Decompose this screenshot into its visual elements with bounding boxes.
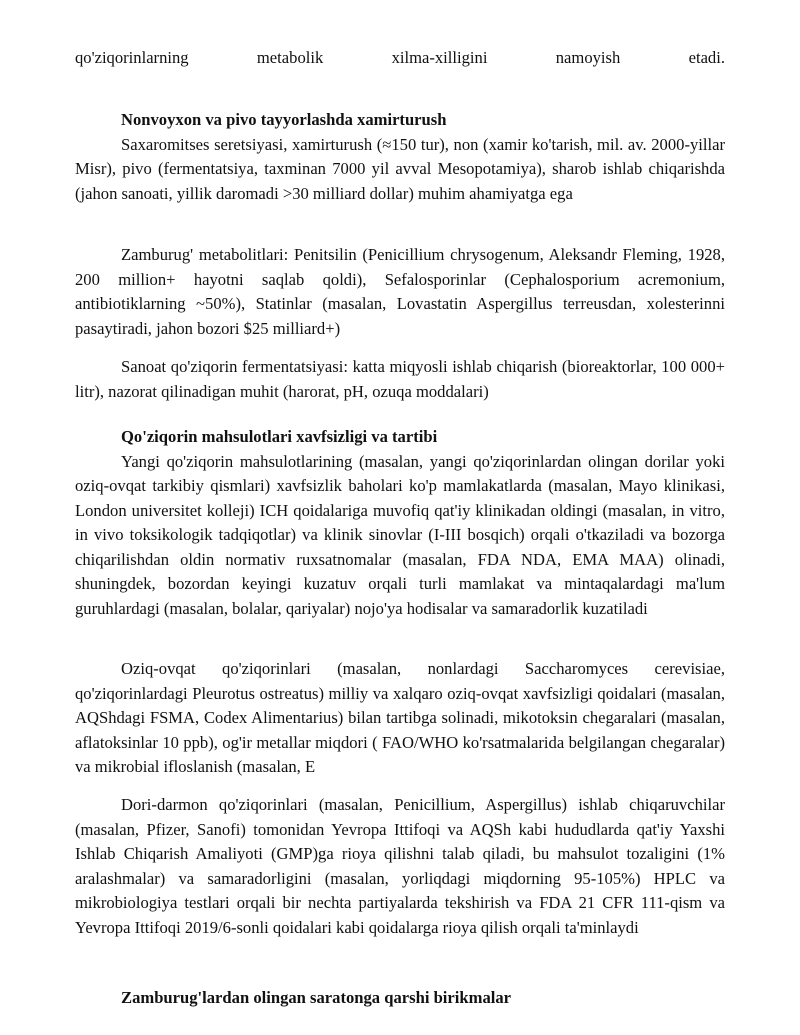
section-safety (75, 425, 725, 621)
section-heading: Zamburug'lardan olingan saratonga qarshi birikmalar (121, 988, 512, 1007)
section-heading: Nonvoyxon va pivo tayyorlashda xamirturush (121, 110, 447, 129)
paragraph: Zamburug' metabolitlari: Penitsilin (Penicillium chrysogenum, Aleksandr Fleming, 1928, 200 million+ hayotni saqlab qoldi), Sefalosporinlar (Cephalosporium acremonium, antibiotiklarning ~50%), Statinlar (masalan, Lovastatin Aspergillus terreusdan, xolesterinni pasaytiradi, jahon bozori $25 milliard+) (75, 245, 725, 338)
paragraph: Sanoat qo'ziqorin fermentatsiyasi: katta miqyosli ishlab chiqarish (bioreaktorlar, 100 000+ litr), nazorat qilinadigan muhit (harorat, pH, ozuqa moddalari) (75, 357, 725, 401)
paragraph-block (75, 793, 725, 940)
paragraph: Dori-darmon qo'ziqorinlari (masalan, Penicillium, Aspergillus) ishlab chiqaruvchilar (masalan, Pfizer, Sanofi) tomonidan Yevropa Ittifoqi va AQSh kabi hududlarda qat'iy Yaxshi Ishlab Chiqarish Amaliyoti (GMP)ga rioya qilishni talab qiladi, bu mahsulot tozaligini (1% aralashmalar) va samaradorligini (masalan, yorliqdagi miqdorning 95-105%) HPLC va mikrobiologiya testlari orqali bir nechta partiyalarda tekshirish va FDA 21 CFR 111-qism va Yevropa Ittifoqi 2019/6-sonli qoidalari kabi qoidalarga rioya qilish orqali ta'minlaydi (75, 795, 725, 937)
paragraph: Yangi qo'ziqorin mahsulotlarining (masalan, yangi qo'ziqorinlardan olingan dorilar yoki oziq-ovqat tarkibiy qismlari) xavfsizlik baholari ko'p mamlakatlarda (masalan, Mayo klinikasi, London universitet kolleji) ICH qoidalariga muvofiq qat'iy klinikadan oldingi (masalan, in vitro, in vivo toksikologik tadqiqotlar) va klinik sinovlar (I-III bosqich) orqali o'tkaziladi va bozorga chiqarilishdan oldin normativ ruxsatnomalar (masalan, FDA NDA, EMA MAA) olinadi, shuningdek, bozordan keyingi kuzatuv orqali turli mamlakat va mintaqalardagi ma'lum guruhlardagi (masalan, bolalar, qariyalar) nojo'ya hodisalar va samaradorlik kuzatiladi (75, 451, 725, 618)
paragraph: Oziq-ovqat qo'ziqorinlari (masalan, nonlardagi Saccharomyces cerevisiae, qo'ziqorinlardagi Pleurotus ostreatus) milliy va xalqaro oziq-ovqat xavfsizligi qoidalari (masalan, AQShdagi FSMA, Codex Alimentarius) bilan tartibga solinadi, mikotoksin chegaralari (masalan, aflatoksinlar 10 ppb), og'ir metallar miqdori ( FAO/WHO ko'rsatmalarida belgilangan chegaralar) va mikrobial ifloslanish (masalan, E (75, 659, 725, 776)
paragraph: Saxaromitses seretsiyasi, xamirturush (≈150 tur), non (xamir ko'tarish, mil. av. 2000-yillar Misr), pivo (fermentatsiya, taxminan 7000 yil avval Mesopotamiya), sharob ishlab chiqarishda (jahon sanoati, yillik daromadi >30 milliard dollar) muhim ahamiyatga ega (75, 134, 725, 203)
paragraph-block (75, 243, 725, 341)
paragraph-block (75, 355, 725, 404)
paragraph-block (75, 657, 725, 780)
section-yeast (75, 108, 725, 206)
section-heading: Qo'ziqorin mahsulotlari xavfsizligi va tartibi (121, 427, 438, 446)
section-anticancer (75, 986, 725, 1011)
lead-line: qo'ziqorinlarning metabolik xilma-xilligini namoyish etadi. (75, 48, 725, 67)
